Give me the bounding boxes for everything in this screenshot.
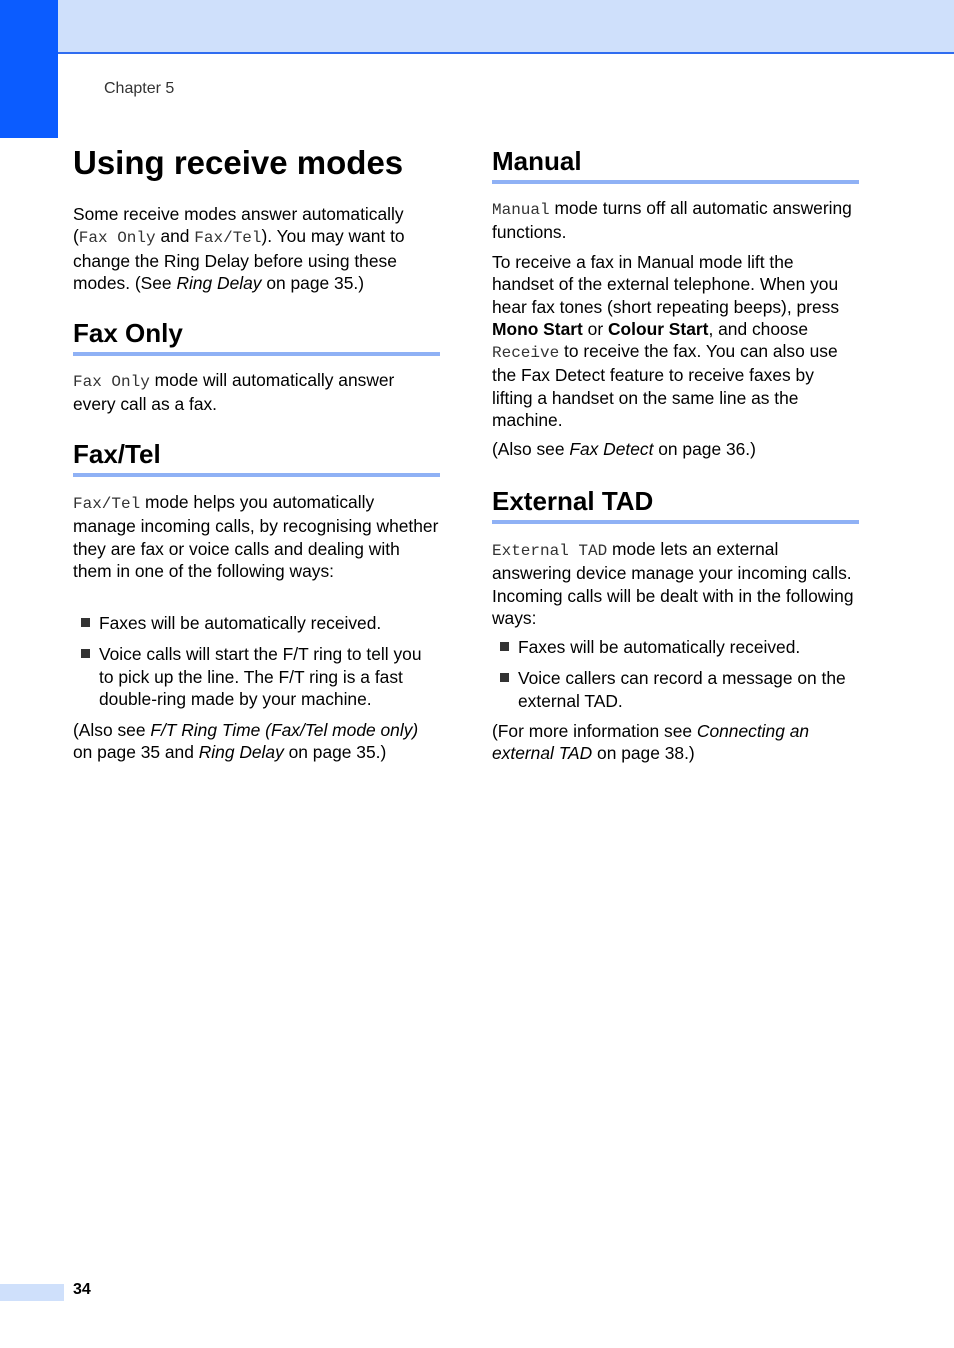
mode-code: Fax Only xyxy=(73,373,150,391)
paragraph-text: , and choose xyxy=(708,318,809,339)
bullet-square-icon xyxy=(500,642,509,651)
manual-paragraph xyxy=(492,197,859,244)
paragraph-text: mode will automatically answer every call as a fax. xyxy=(73,370,395,415)
chapter-tab-marker xyxy=(0,0,58,138)
bullet-square-icon xyxy=(81,618,90,627)
intro-text: on page 35.) xyxy=(261,272,364,293)
intro-text: and xyxy=(155,226,195,247)
manual-heading: Manual xyxy=(492,146,859,184)
fax-tel-also-see xyxy=(73,719,440,764)
external-tad-more-info xyxy=(492,720,859,765)
fax-detect-reference: Fax Detect xyxy=(569,439,654,459)
paragraph-text: mode helps you automatically manage incoming calls, by recognising whether they are fax or voice calls and dealing with them in one of the following ways: xyxy=(73,492,439,581)
reference-text: (For more information see xyxy=(492,721,697,741)
paragraph-text: or xyxy=(582,318,608,339)
paragraph-text: mode lets an external answering device manage your incoming calls. Incoming calls will be dealt with in the following ways: xyxy=(492,539,854,628)
page-title: Using receive modes xyxy=(73,144,404,181)
fax-only-paragraph xyxy=(73,369,440,416)
ring-delay-reference: Ring Delay xyxy=(176,272,262,293)
manual-instructions xyxy=(492,251,859,431)
mode-fax-tel-code: Fax/Tel xyxy=(194,229,262,248)
bullet-square-icon xyxy=(500,673,509,682)
intro-paragraph xyxy=(73,203,440,294)
external-tad-paragraph xyxy=(492,538,859,629)
external-tad-heading: External TAD xyxy=(492,486,859,524)
list-item xyxy=(492,667,859,712)
receive-code: Receive xyxy=(492,344,560,363)
reference-text: (Also see xyxy=(492,439,570,459)
footer-band xyxy=(0,1284,64,1301)
list-item-text: Faxes will be automatically received. xyxy=(99,613,382,633)
ring-delay-reference: Ring Delay xyxy=(198,742,284,763)
intro-text: Some receive modes answer automatically ( xyxy=(73,204,404,247)
colour-start-key-label: Colour Start xyxy=(607,318,709,339)
reference-text: on page 35 and xyxy=(73,742,199,763)
ft-ring-time-reference: F/T Ring Time (Fax/Tel mode only) xyxy=(150,720,419,740)
chapter-label: Chapter 5 xyxy=(104,80,175,97)
paragraph-text: mode turns off all automatic answering functions. xyxy=(492,198,852,243)
paragraph-text: to receive the fax. You can also use the Fax Detect feature to receive faxes by lifting a handset on the same line as the machine. xyxy=(492,341,838,431)
mode-code: Manual xyxy=(492,201,550,219)
fax-tel-bullet-list xyxy=(73,612,440,719)
list-item-text: Faxes will be automatically received. xyxy=(518,637,801,657)
mode-code: External TAD xyxy=(492,542,608,560)
fax-tel-heading: Fax/Tel xyxy=(73,439,440,477)
paragraph-text: To receive a fax in Manual mode lift the handset of the external telephone. When you hear fax tones (short repeating beeps), press xyxy=(492,252,840,317)
list-item-text: Voice calls will start the F/T ring to tell you to pick up the line. The F/T ring is a fast double-ring made by your machine. xyxy=(99,644,422,709)
fax-only-heading: Fax Only xyxy=(73,318,440,356)
manual-also-see xyxy=(492,438,859,460)
reference-text: (Also see xyxy=(73,720,151,740)
list-item-text: Voice callers can record a message on the external TAD. xyxy=(518,668,846,711)
mode-fax-only-code: Fax Only xyxy=(78,229,156,248)
reference-text: on page 38.) xyxy=(592,743,695,764)
page-number: 34 xyxy=(73,1281,91,1298)
list-item xyxy=(73,643,440,710)
reference-text: on page 35.) xyxy=(283,742,387,763)
header-band xyxy=(58,0,954,54)
fax-tel-paragraph xyxy=(73,491,440,582)
intro-text: ). You may want to change the Ring Delay before using these modes. (See xyxy=(73,226,405,293)
external-tad-bullet-list xyxy=(492,636,859,721)
mono-start-key-label: Mono Start xyxy=(492,318,583,339)
reference-text: on page 36.) xyxy=(653,439,756,459)
mode-code: Fax/Tel xyxy=(73,495,141,513)
bullet-square-icon xyxy=(81,649,90,658)
list-item xyxy=(73,612,440,634)
list-item xyxy=(492,636,859,658)
connecting-external-tad-reference: Connecting an external TAD xyxy=(492,721,810,764)
